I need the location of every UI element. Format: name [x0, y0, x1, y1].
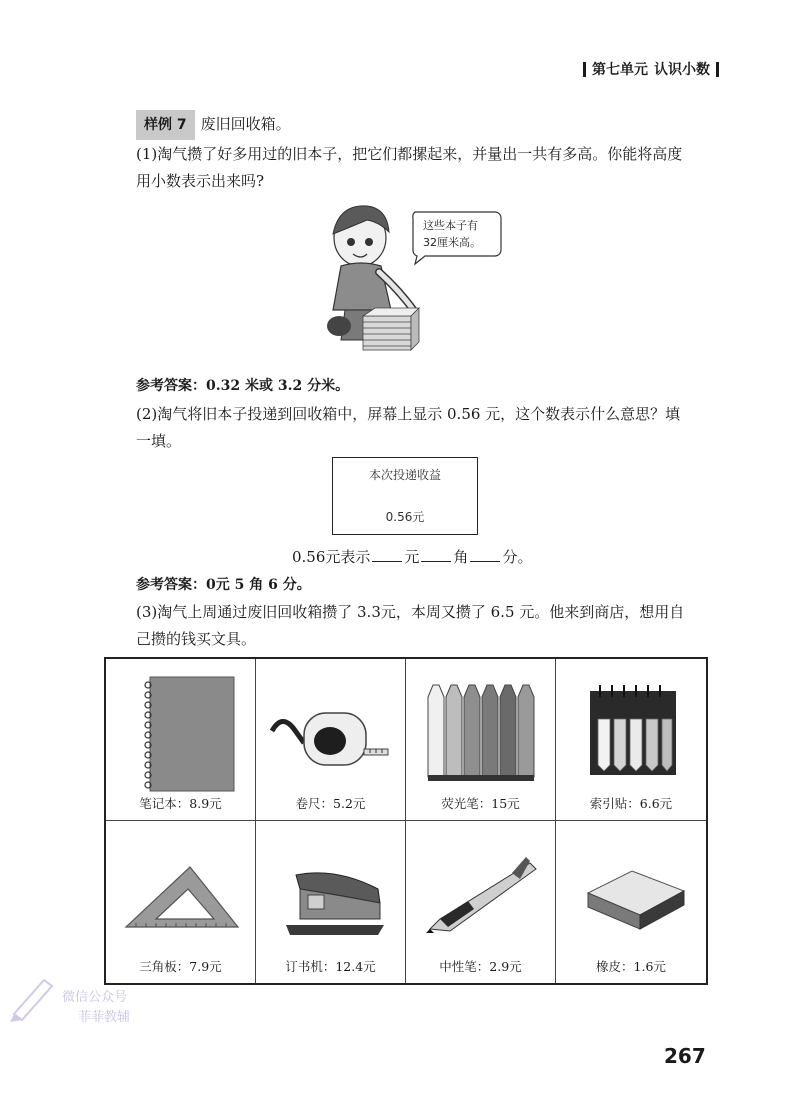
product-label: 荧光笔：15元 [441, 796, 520, 811]
tape-measure-icon [266, 667, 396, 795]
product-cell [106, 659, 256, 821]
highlighters-icon [416, 667, 546, 795]
product-cell [106, 821, 256, 983]
q1-answer: 参考答案：0.32 米或 3.2 分米。 [136, 378, 350, 394]
blank-yuan [372, 561, 402, 562]
q2-line1: (2)淘气将旧本子投递到回收箱中，屏幕上显示 0.56 元，这个数表示什么意思？填 [136, 405, 681, 423]
set-square-icon [116, 829, 246, 957]
product-label: 订书机：12.4元 [285, 959, 376, 974]
boy-illustration [315, 200, 505, 360]
example-heading [136, 110, 716, 140]
screen-value: 0.56元 [385, 510, 425, 524]
topic-label: 认识小数 [654, 62, 710, 78]
blank-jiao [421, 561, 451, 562]
fill-fen: 分。 [502, 548, 533, 566]
watermark-line2: 菲菲教辅 [78, 1010, 131, 1025]
stapler-icon [266, 829, 396, 957]
speech-line1: 这些本子有 [423, 219, 478, 232]
product-cell [556, 821, 706, 983]
product-cell [256, 821, 406, 983]
product-cell [406, 659, 556, 821]
example-label: 样例 7 [136, 110, 195, 140]
fill-prefix: 0.56元表示 [292, 548, 371, 566]
fill-yuan: 元 [404, 548, 420, 566]
product-grid [104, 657, 708, 985]
page-header [583, 58, 743, 80]
q3-line2: 己攒的钱买文具。 [136, 630, 257, 648]
index-tabs-icon [566, 667, 696, 795]
screen-title: 本次投递收益 [368, 468, 441, 482]
q2-answer: 参考答案：0元 5 角 6 分。 [136, 577, 311, 593]
product-label: 三角板：7.9元 [139, 959, 222, 974]
watermark [0, 960, 150, 1030]
q3-line1: (3)淘气上周通过废旧回收箱攒了 3.3元，本周又攒了 6.5 元。他来到商店，想用自 [136, 603, 685, 621]
product-label: 笔记本：8.9元 [139, 796, 222, 811]
pencil-stamp-icon [4, 964, 64, 1024]
product-cell [406, 821, 556, 983]
notebook-icon [116, 667, 246, 795]
q1-line2: 用小数表示出来吗? [136, 172, 265, 190]
eraser-icon [566, 829, 696, 957]
watermark-line1: 微信公众号 [62, 990, 128, 1005]
page-number: 267 [664, 1044, 706, 1068]
speech-line2: 32厘米高。 [423, 236, 481, 249]
product-label: 橡皮：1.6元 [596, 959, 666, 974]
blank-fen [470, 561, 500, 562]
q1-line1: (1)淘气攒了好多用过的旧本子，把它们都摞起来，并量出一共有多高。你能将高度 [136, 145, 683, 163]
recycle-screen [332, 457, 478, 535]
unit-label: 第七单元 [592, 62, 648, 78]
example-title: 废旧回收箱。 [200, 115, 291, 133]
header-divider [583, 62, 586, 77]
product-label: 卷尺：5.2元 [295, 796, 366, 811]
product-cell [256, 659, 406, 821]
product-cell [556, 659, 706, 821]
product-label: 中性笔：2.9元 [439, 959, 522, 974]
gel-pen-icon [416, 829, 546, 957]
header-divider [716, 62, 719, 77]
fill-in-sentence [292, 546, 532, 567]
q2-line2: 一填。 [136, 432, 182, 450]
product-label: 索引贴：6.6元 [589, 796, 673, 811]
fill-jiao: 角 [453, 548, 469, 566]
